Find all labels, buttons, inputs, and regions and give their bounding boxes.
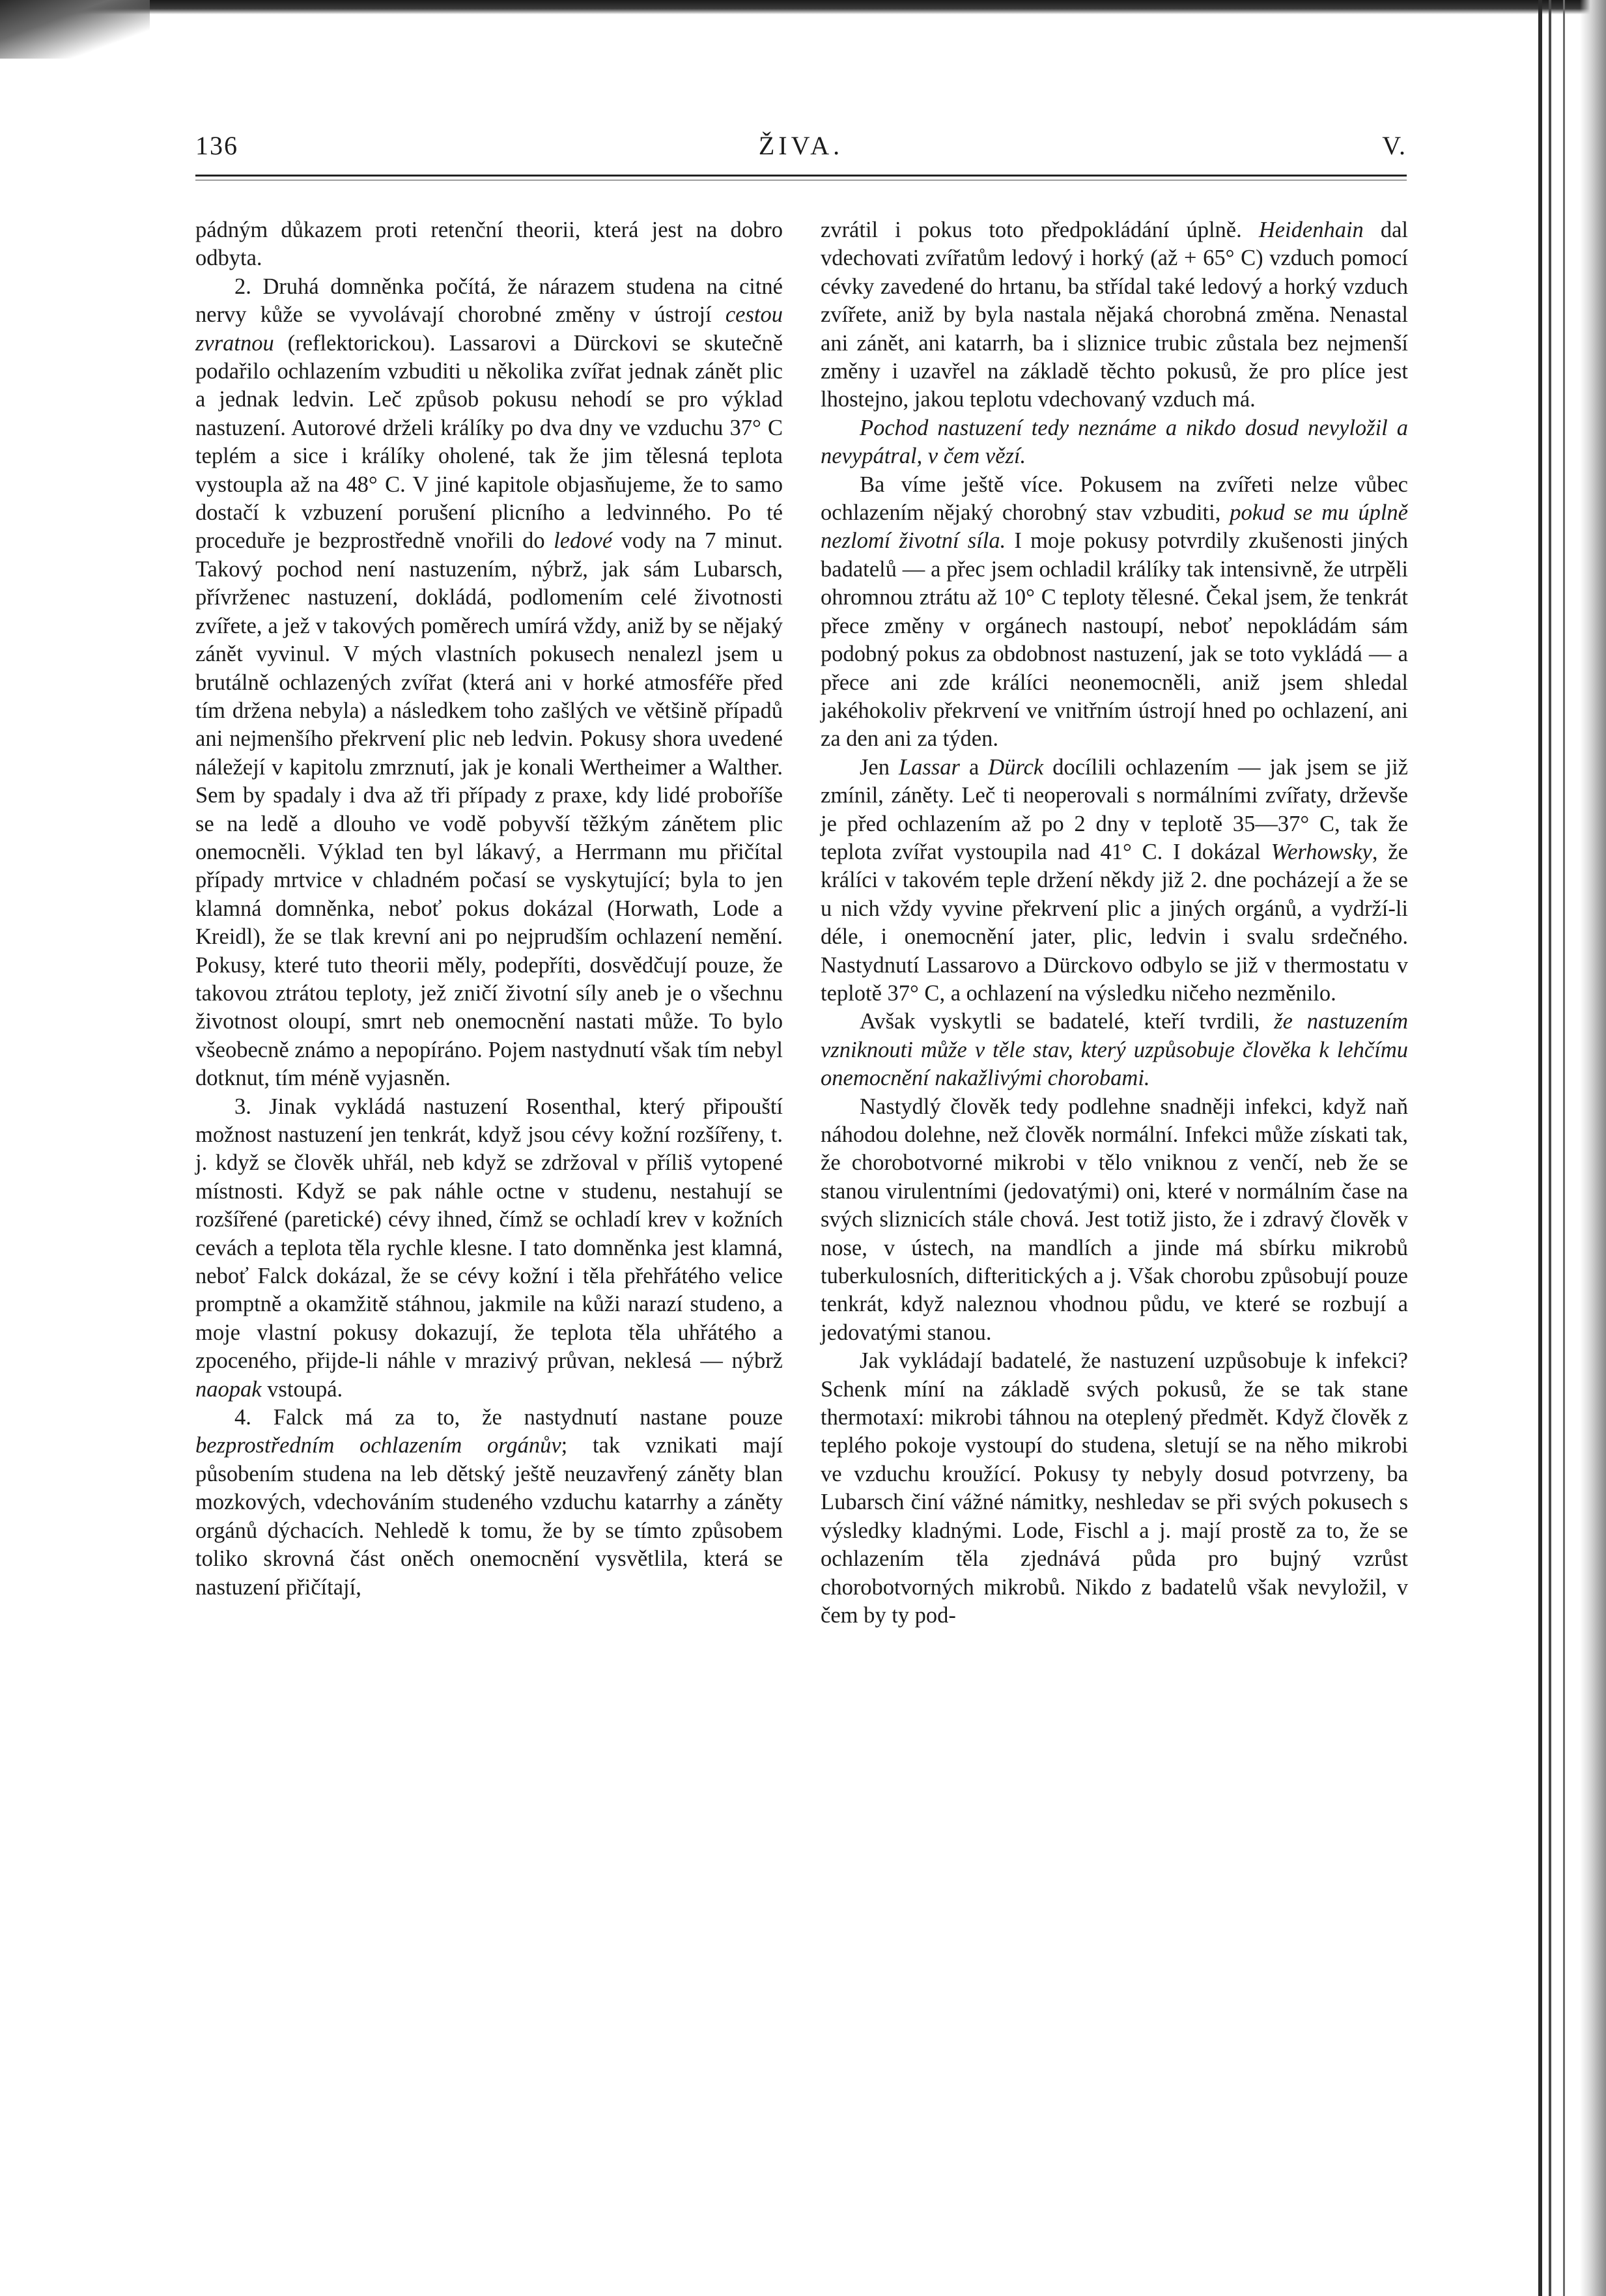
text-run: , že králíci v takovém teple držení někdy již 2. dne pocházejí a že se u nich vždy vyvine překrvení plic a jiných orgánů, a vydrží-li déle, i onemocnění jater, plic, ledvin i svalu srdečného. Nastydnutí Lassarovo a Dürckovo odbylo se již v thermostatu v teplotě 37° C, a ochlazení na výsledku ničeho nezměnilo. bbox=[821, 839, 1408, 1006]
emphasis-text: bezprostředním ochlazením orgánův bbox=[195, 1433, 561, 1458]
text-run: 2. Druhá domněnka počítá, že nárazem studena na citné nervy kůže se vyvolávají chorobné změny v ústrojí bbox=[195, 274, 783, 328]
page-number: 136 bbox=[195, 131, 238, 160]
text-run: Avšak vyskytli se badatelé, kteří tvrdili, bbox=[860, 1009, 1275, 1034]
paragraph bbox=[195, 216, 783, 273]
scan-border-top bbox=[0, 0, 1606, 14]
header-rule bbox=[195, 175, 1407, 180]
scan-binding-line bbox=[1549, 0, 1551, 2296]
page-header bbox=[195, 130, 1407, 169]
emphasis-text: že nastuzením vzniknouti může v těle stav, který uzpůsobuje člověka k lehčímu onemocnění nakažlivými chorobami. bbox=[821, 1009, 1408, 1091]
text-run: Ba víme ještě více. Pokusem na zvířeti nelze vůbec ochlazením nějaký chorobný stav vzbuditi, bbox=[821, 472, 1408, 526]
text-run: 4. Falck má za to, že nastydnutí nastane pouze bbox=[234, 1405, 783, 1430]
scan-binding-line bbox=[1563, 0, 1565, 2296]
paragraph bbox=[821, 471, 1408, 754]
paragraph bbox=[195, 1093, 783, 1404]
scan-corner-shadow bbox=[0, 0, 150, 59]
journal-title: ŽIVA. bbox=[758, 131, 844, 160]
text-run: Jak vykládají badatelé, že nastuzení uzpůsobuje k infekci? Schenk míní na základě svých pokusů, že se tak stane thermotaxí: mikrobi táhnou na oteplený předmět. Když člověk z teplého pokoje vystoupí do studena, sletují se na něho mikrobi ve vzduchu kroužící. Pokusy ty nebyly dosud potvrzeny, ba Lubarsch činí vážné námitky, neshledav se při svých pokusech s výsledky kladnými. Lode, Fischl a j. mají prostě za to, že se ochlazením těla zjednává půda pro bujný vzrůst chorobotvorných mikrobů. Nikdo z badatelů však nevyložil, v čem by ty pod- bbox=[821, 1348, 1408, 1628]
paragraph bbox=[821, 754, 1408, 1008]
emphasis-text: Heidenhain bbox=[1258, 218, 1364, 242]
text-run: ; tak vznikati mají působením studena na leb dětský ještě neuzavřený záněty blan mozkových, vdechováním studeného vzduchu katarrhy a záněty orgánů dýchacích. Nehledě k tomu, že by se tímto způsobem toliko skrovná část oněch onemocnění vysvětlila, která se nastuzení přičítají, bbox=[195, 1433, 783, 1600]
right-text-column bbox=[821, 216, 1408, 1630]
text-run: docílili ochlazením — jak jsem se již zmínil, záněty. Leč ti neoperovali s normálními zvířaty, drževše je před ochlazením až po 2 dny v teplotě 35—37° C, tak že teplota zvířat vystoupila nad 41° C. I dokázal bbox=[821, 754, 1408, 864]
text-run: vody na 7 minut. Takový pochod není nastuzením, nýbrž, jak sám Lubarsch, přívrženec nastuzení, dokládá, podlomením celé životnosti zvířete, a jež v takových poměrech umírá vždy, aniž by se nějaký zánět vyvinul. V mých vlastních pokusech nenalezl jsem u brutálně ochlazených zvířat (která ani v horké atmosféře před tím držena nebyla) a následkem toho zašlých ve většině případů ani nejmenšího překrvení plic neb ledvin. Pokusy shora uvedené náležejí v kapitolu zmrznutí, jak je konali Wertheimer a Walther. Sem by spadaly i dva až tři případy z praxe, kdy lidé proboříše se na ledě a dlouho ve vodě pobyvší těžkým zánětem plic onemocněli. Výklad ten byl lákavý, a Herrmann mu přičítal případy mrtvice v chladném počasí se vyskytující; byla to jen klamná domněnka, neboť pokus dokázal (Horwath, Lode a Kreidl), že se tlak krevní ani po nejprudším ochlazení nemění. Pokusy, které tuto theorii měly, podepříti, dosvědčují pouze, že takovou ztrátou teploty, jež zničí životní síly aneb je o všechnu životnost oloupí, smrt neb onemocnění nastati může. To bylo všeobecně známo a nepopíráno. Pojem nastydnutí však tím nebyl dotknut, tím méně vyjasněn. bbox=[195, 528, 783, 1091]
paragraph bbox=[821, 1093, 1408, 1348]
volume-number: V. bbox=[1382, 131, 1407, 160]
emphasis-text: Pochod nastuzení tedy neznáme a nikdo dosud nevyložil a nevypátral, v čem vězí. bbox=[821, 415, 1408, 469]
text-run: Nastydlý člověk tedy podlehne snadněji infekci, když naň náhodou dolehne, než člověk normální. Infekci může získati tak, že chorobotvorné mikrobi v tělo vniknou z venčí, neb že se stanou virulentními (jedovatými) oni, které v normálním čase na svých sliznicích stále chová. Jest totiž jisto, že i zdravý člověk v nose, v ústech, na mandlích a jinde má sbírku mikrobů tuberkulosních, difteritických a j. Však chorobu způsobují pouze tenkrát, když naleznou vhodnou půdu, ve které se rozbují a jedovatými stanou. bbox=[821, 1094, 1408, 1345]
paragraph bbox=[195, 1404, 783, 1602]
text-run: zvrátil i pokus toto předpokládání úplně. bbox=[821, 218, 1259, 242]
paragraph bbox=[195, 273, 783, 1093]
text-run: a bbox=[959, 754, 989, 780]
paragraph bbox=[821, 1347, 1408, 1630]
text-run: (reflektorickou). Lassarovi a Dürckovi se skutečně podařilo ochlazením vzbuditi u několika zvířat jednak zánět plic a jednak ledvin. Leč způsob pokusu nehodí se pro výklad nastuzení. Autorové drželi králíky po dva dny ve vzduchu 37° C teplém a sice i králíky oholené, tak že jim tělesná teplota vystoupla až na 48° C. V jiné kapitole objasňujeme, že to samo dostačí k vzbuzení porušení plicního a ledvinného. Po té proceduře je bezprostředně vnořili do bbox=[195, 330, 783, 554]
paragraph bbox=[821, 1008, 1408, 1092]
text-run: 3. Jinak vykládá nastuzení Rosenthal, který připouští možnost nastuzení jen tenkrát, když jsou cévy kožní rozšířeny, t. j. když se člověk uhřál, neb když se zdržoval v příliš vytopené místnosti. Když se pak náhle octne v studenu, nestahují se rozšířené (paretické) cévy ihned, čímž se ochladí krev v kožních cevách a teplota těla rychle klesne. I tato domněnka jest klamná, neboť Falck dokázal, že se cévy kožní i těla přehřátého velice promptně a okamžitě stáhnou, jakmile na kůži narazí studeno, a moje vlastní pokusy dokazují, že teplota těla uhřátého a zpoceného, přijde-li náhle v mrazivý průvan, neklesá — nýbrž bbox=[195, 1094, 783, 1374]
emphasis-text: Dürck bbox=[988, 754, 1044, 780]
scan-binding-line bbox=[1538, 0, 1542, 2296]
emphasis-text: ledové bbox=[554, 528, 613, 554]
text-run: I moje pokusy potvrdily zkušenosti jiných badatelů — a přec jsem ochladil králíky tak intensivně, že utrpěli ohromnou ztrátu až 10° C teploty tělesné. Čekal jsem, že tenkrát přece změny v orgánech nastoupí, neboť nepokládám sám podobný pokus za obdobnost nastuzení, jak se toto vykládá — a přece ani zde králíci neonemocněli, aniž jsem shledal jakéhokoliv překrvení ve vnitřním ústrojí hned po ochlazení, ani za den ani za týden. bbox=[821, 528, 1408, 752]
paragraph bbox=[821, 414, 1408, 471]
text-run: pádným důkazem proti retenční theorii, která jest na dobro odbyta. bbox=[195, 218, 783, 271]
scan-edge-right bbox=[1580, 0, 1606, 2296]
emphasis-text: cestou zvratnou bbox=[195, 302, 783, 356]
paragraph bbox=[821, 216, 1408, 414]
left-text-column bbox=[195, 216, 783, 1602]
text-run: vstoupá. bbox=[261, 1376, 343, 1402]
emphasis-text: naopak bbox=[195, 1376, 262, 1402]
emphasis-text: Lassar bbox=[899, 754, 960, 780]
text-run: dal vdechovati zvířatům ledový i horký (až + 65° C) vzduch pomocí cévky zavedené do hrtanu, ba střídal také ledový a horký vzduch zvířete, aniž by byla nastala nějaká chorobná změna. Nenastal ani zánět, ani katarrh, ba i sliznice trubic zůstala bez nejmenší změny i uzavřel na základě těchto pokusů, že pro plíce jest lhostejno, jakou teplotu vdechovaný vzduch má. bbox=[821, 218, 1408, 412]
emphasis-text: Werhowsky bbox=[1271, 839, 1372, 864]
text-run: Jen bbox=[860, 754, 899, 780]
emphasis-text: pokud se mu úplně nezlomí životní síla. bbox=[821, 500, 1408, 554]
